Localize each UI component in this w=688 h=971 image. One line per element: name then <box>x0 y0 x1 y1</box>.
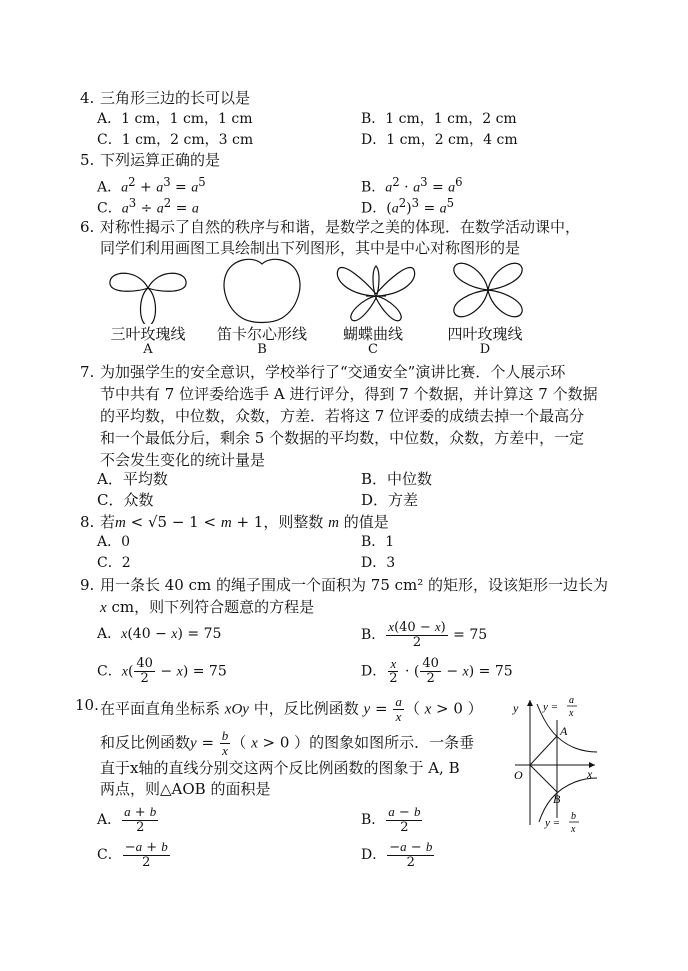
q7-line1: 为加强学生的安全意识，学校举行了“交通安全”演讲比赛．个人展示环 <box>100 363 566 381</box>
svg-text:x: x <box>571 824 576 835</box>
q4-option-d: D．1 cm，2 cm，4 cm <box>361 132 518 148</box>
svg-text:y =: y = <box>545 817 561 829</box>
q9-option-c: C．x( $\frac{40}{2}$ − x) = 75 <box>97 656 227 686</box>
q4-option-c: C．1 cm，2 cm，3 cm <box>97 132 254 148</box>
three-leaf-rose-figure <box>110 273 186 324</box>
q7-number: 7. <box>80 363 95 381</box>
q5-option-a: A．$a^2 + a^3 = a^5$ <box>97 175 206 196</box>
q6-caption-b: 笛卡尔心形线 <box>216 325 307 343</box>
q7-line5: 不会发生变化的统计量是 <box>100 451 266 469</box>
q6-letter-b: B <box>257 342 267 357</box>
q8-number: 8. <box>80 513 95 531</box>
q10-option-c: C． $\frac{-a + b}{2}$ <box>97 839 168 870</box>
q6-caption-d: 四叶玫瑰线 <box>447 325 523 343</box>
q10-line1: 在平面直角坐标系 xOy 中，反比例函数 y = $\frac{a}{x}$ （ x > 0 ） <box>100 694 483 724</box>
q7-line2: 节中共有 7 位评委给选手 A 进行评分，得到 7 个数据，并计算这 7 个数据 <box>100 385 598 403</box>
q9-line2: x cm，则下列符合题意的方程是 <box>100 598 315 616</box>
q8-stem: 若m < √5 − 1 < m + 1，则整数 m 的值是 <box>100 513 389 531</box>
q5-number: 5. <box>80 151 95 169</box>
q6-figures <box>100 254 540 324</box>
q5-stem: 下列运算正确的是 <box>100 151 221 169</box>
q10-option-b: B． $\frac{a - b}{2}$ <box>361 804 421 835</box>
q7-option-d: D．方差 <box>361 491 419 509</box>
cardioid-figure <box>224 259 300 322</box>
q9-number: 9. <box>80 576 95 594</box>
q5-option-d: D．$(a^2)^3 = a^5$ <box>361 196 455 217</box>
q6-stem-line2: 同学们利用画图工具绘制出下列图形，其中是中心对称图形的是 <box>100 239 521 257</box>
svg-text:x: x <box>569 708 574 719</box>
q10-line2: 和反比例函数y = $\frac{b}{x}$ （ x > 0 ）的图象如图所示．一条垂 <box>100 728 475 758</box>
svg-text:y: y <box>513 701 519 715</box>
q10-line3: 直于x轴的直线分别交这两个反比例函数的图象于 A, B <box>100 759 460 777</box>
q6-number: 6. <box>80 218 95 236</box>
q7-line4: 和一个最低分后，剩余 5 个数据的平均数，中位数，众数，方差中，一定 <box>100 429 585 447</box>
q10-graph-figure <box>505 690 615 840</box>
q7-line3: 的平均数，中位数，众数，方差．若将这 7 位评委的成绩去掉一个最高分 <box>100 407 585 425</box>
q4-stem: 三角形三边的长可以是 <box>100 89 251 107</box>
q6-letter-a: A <box>143 342 153 357</box>
q10-option-d: D． $\frac{-a - b}{2}$ <box>361 839 433 870</box>
q10-number: 10. <box>75 696 99 714</box>
q5-option-c: C．$a^3 \div a^2 = a$ <box>97 196 199 217</box>
q5-option-b: B．$a^2 \cdot a^3 = a^6$ <box>361 175 463 196</box>
svg-text:B: B <box>553 792 561 806</box>
svg-text:A: A <box>560 724 568 738</box>
q10-line4: 两点，则△AOB 的面积是 <box>100 780 271 798</box>
q4-option-b: B．1 cm，1 cm，2 cm <box>361 111 517 127</box>
q8-option-a: A．0 <box>97 534 131 550</box>
svg-text:a: a <box>569 695 574 706</box>
svg-text:O: O <box>514 768 523 782</box>
q6-caption-c: 蝴蝶曲线 <box>342 325 403 343</box>
q4-option-a: A．1 cm，1 cm，1 cm <box>97 111 253 127</box>
q10-option-a: A． $\frac{a + b}{2}$ <box>97 804 157 835</box>
q4-number: 4. <box>80 89 95 107</box>
q9-option-b: B． $\frac{x(40 - x)}{2}$ = 75 <box>361 619 488 650</box>
four-leaf-rose-figure <box>454 263 522 316</box>
q9-line1: 用一条长 40 cm 的绳子围成一个面积为 75 cm² 的矩形，设该矩形一边长为 <box>100 576 609 594</box>
svg-text:b: b <box>571 811 576 822</box>
q6-caption-a: 三叶玫瑰线 <box>110 325 186 343</box>
q7-option-c: C．众数 <box>97 491 154 509</box>
q9-option-a: A．x(40 − x) = 75 <box>97 626 222 642</box>
svg-text:y =: y = <box>543 701 559 713</box>
q6-letter-c: C <box>368 342 378 357</box>
q7-option-a: A．平均数 <box>97 470 168 488</box>
butterfly-curve-figure <box>337 266 414 321</box>
q6-stem-line1: 对称性揭示了自然的秩序与和谐，是数学之美的体现．在数学活动课中， <box>100 218 581 236</box>
svg-text:x: x <box>587 767 593 781</box>
q6-letter-d: D <box>479 342 491 357</box>
q7-option-b: B．中位数 <box>361 470 433 488</box>
q8-option-c: C．2 <box>97 555 131 571</box>
q9-option-d: D． $\frac{x}{2}$ · ( $\frac{40}{2}$ − x) = 75 <box>361 656 513 686</box>
q8-option-b: B．1 <box>361 534 395 550</box>
q8-option-d: D．3 <box>361 555 396 571</box>
